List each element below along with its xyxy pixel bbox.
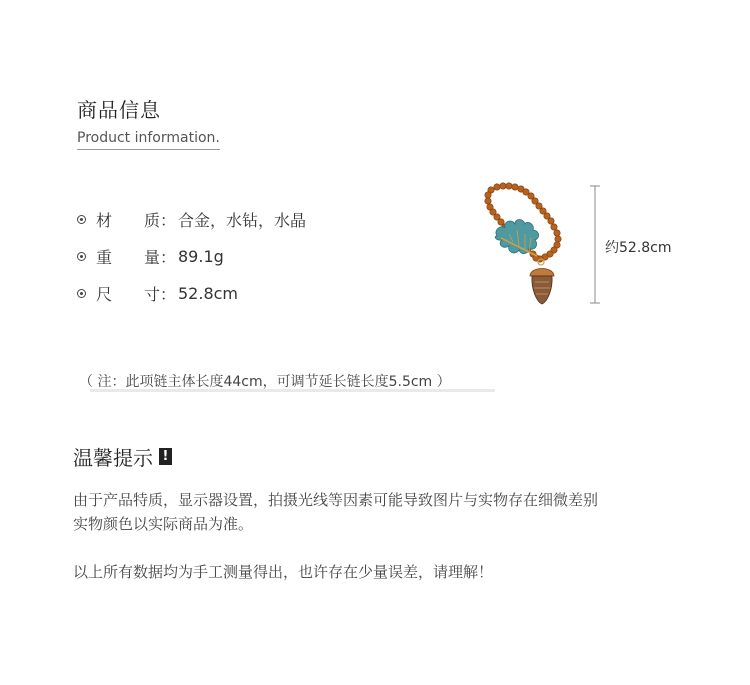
notice-title-text: 温馨提示 [73,446,153,470]
notice-paragraph: 由于产品特质，显示器设置，拍摄光线等因素可能导致图片与实物存在细微差别 [73,491,599,509]
exclamation-icon: ! [159,448,172,465]
measurement-bracket [590,186,600,303]
length-note: （ 注：此项链主体长度44cm，可调节延长链长度5.5cm ） [79,374,451,390]
spec-label: 尺 寸： [96,284,177,304]
section-subtitle: Product information. [77,130,220,150]
spec-value: 89.1g [178,246,224,266]
spec-label: 重 量： [96,247,177,267]
spec-value: 52.8cm [178,283,239,303]
measurement-label: 约52.8cm [605,240,672,256]
section-title: 商品信息 [77,98,161,122]
bullet-icon [77,215,86,224]
spec-label: 材 质： [96,210,177,230]
spec-value: 合金，水钻，水晶 [178,210,307,230]
bullet-icon [77,252,86,261]
notice-paragraph: 以上所有数据均为手工测量得出，也许存在少量误差，请理解！ [73,563,494,581]
spec-row-size [77,282,238,304]
spec-row-material [77,208,306,230]
necklace-product-image [475,178,610,313]
bullet-icon [77,289,86,298]
acorn-pendant [530,259,554,304]
spec-row-weight [77,245,224,267]
notice-title [73,442,172,471]
notice-paragraph: 实物颜色以实际商品为准。 [73,515,254,533]
